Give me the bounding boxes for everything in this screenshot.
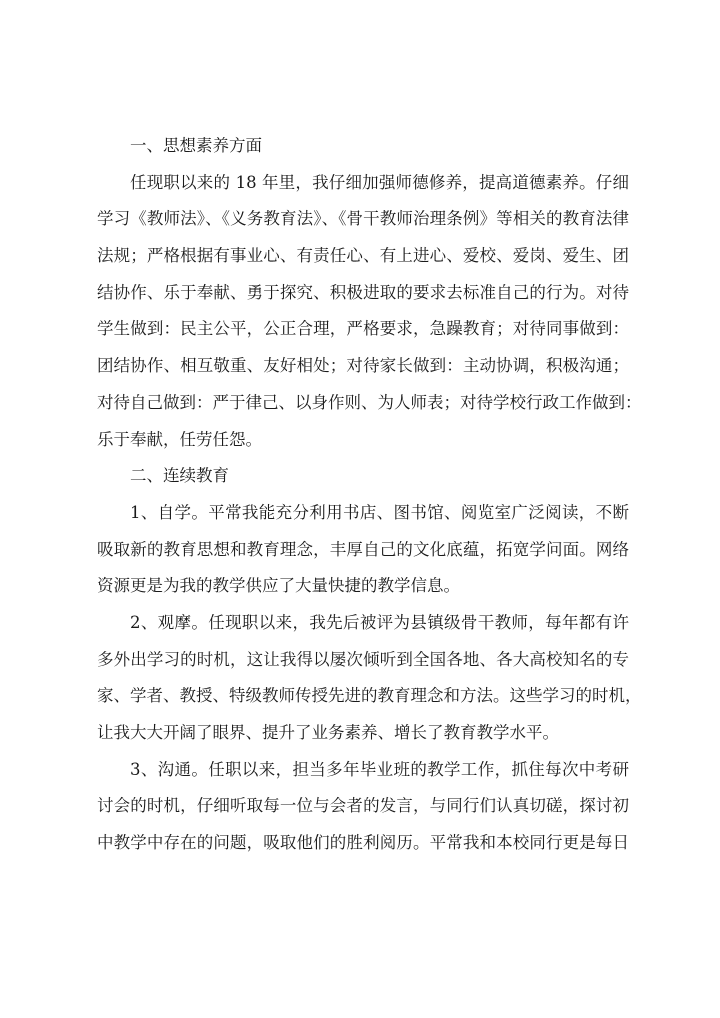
section-heading-2: 二、连续教育 — [130, 466, 229, 486]
paragraph-line: 中教学中存在的问题，吸取他们的胜利阅历。平常我和本校同行更是每日 — [97, 833, 629, 853]
paragraph-line: 对待自己做到：严于律己、以身作则、为人师表；对待学校行政工作做到： — [97, 392, 642, 412]
paragraph-line: 多外出学习的时机，这让我得以屡次倾听到全国各地、各大高校知名的专 — [97, 649, 629, 669]
paragraph-line: 1、自学。平常我能充分利用书店、图书馆、阅览室广泛阅读，不断 — [130, 502, 629, 522]
paragraph-line: 讨会的时机，仔细听取每一位与会者的发言，与同行们认真切磋，探讨初 — [97, 796, 629, 816]
paragraph-line: 让我大大开阔了眼界、提升了业务素养、增长了教育教学水平。 — [97, 723, 559, 742]
paragraph-line: 资源更是为我的教学供应了大量快捷的教学信息。 — [97, 576, 460, 596]
paragraph-line: 家、学者、教授、特级教师传授先进的教育理念和方法。这些学习的时机， — [97, 686, 642, 706]
paragraph-line: 团结协作、相互敬重、友好相处；对待家长做到：主动协调，积极沟通； — [97, 356, 629, 376]
paragraph-line: 吸取新的教育思想和教育理念，丰厚自己的文化底蕴，拓宽学问面。网络 — [97, 539, 629, 559]
paragraph-line: 乐于奉献，任劳任怨。 — [97, 429, 262, 449]
paragraph-line: 2、观摩。任现职以来，我先后被评为县镇级骨干教师，每年都有许 — [130, 612, 629, 632]
paragraph-line: 学生做到：民主公平，公正合理，严格要求，急躁教育；对待同事做到： — [97, 319, 629, 339]
paragraph-line: 学习《教师法》、《义务教育法》、《骨干教师治理条例》等相关的教育法律 — [97, 209, 629, 229]
document-body — [97, 128, 642, 862]
paragraph-line: 3、沟通。任职以来，担当多年毕业班的教学工作，抓住每次中考研 — [130, 759, 629, 779]
section-heading-1: 一、思想素养方面 — [130, 136, 262, 155]
paragraph-line: 结协作、乐于奉献、勇于探究、积极进取的要求去标准自己的行为。对待 — [97, 282, 629, 302]
paragraph-line: 法规；严格根据有事业心、有责任心、有上进心、爱校、爱岗、爱生、团 — [97, 246, 629, 266]
paragraph-line: 任现职以来的 18 年里，我仔细加强师德修养，提高道德素养。仔细 — [130, 172, 629, 192]
